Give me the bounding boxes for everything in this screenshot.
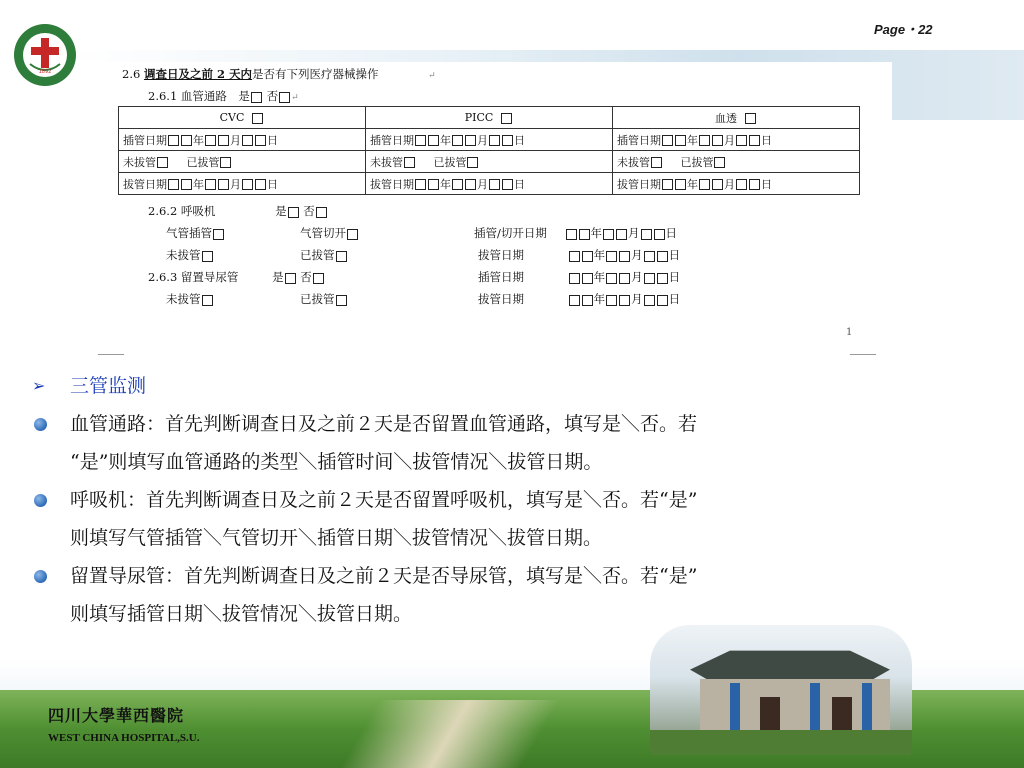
checkbox-cvc[interactable] bbox=[252, 113, 263, 124]
col-dialysis: 血透 bbox=[613, 107, 860, 129]
list-item-line: “是”则填写血管通路的类型＼插管时间＼拔管情况＼拔管日期。 bbox=[70, 451, 603, 473]
catheter-row: 未拔管 bbox=[166, 291, 214, 307]
arrow-bullet-icon: ➢ bbox=[32, 376, 46, 395]
catheter-row-b: 已拔管 bbox=[300, 291, 348, 307]
ventilator-row-1b: 气管切开 bbox=[300, 225, 359, 241]
col-cvc: CVC bbox=[119, 107, 366, 129]
cell-remove-date: 拔管日期 年 月 日 bbox=[366, 173, 613, 195]
gate-roof bbox=[690, 643, 890, 681]
checkbox-dialysis[interactable] bbox=[745, 113, 756, 124]
corner-mark bbox=[98, 348, 124, 355]
logo-cross-h bbox=[31, 47, 59, 55]
brand-en: WEST CHINA HOSPITAL,S.U. bbox=[48, 732, 200, 744]
checkbox-yes[interactable] bbox=[288, 207, 299, 218]
title-rest: 是否有下列医疗器械操作 bbox=[251, 67, 379, 81]
yes-label: 是 bbox=[275, 204, 287, 218]
ventilator-row-2b: 已拔管 bbox=[300, 247, 348, 263]
col-picc: PICC bbox=[366, 107, 613, 129]
para-mark: ↵ bbox=[428, 71, 436, 81]
hospital-logo bbox=[12, 18, 78, 100]
ventilator-row-2: 未拔管 bbox=[166, 247, 214, 263]
checkbox-yes[interactable] bbox=[251, 92, 262, 103]
table-header-row bbox=[119, 107, 860, 129]
cell-insert-date: 插管日期 年 月 日 bbox=[613, 129, 860, 151]
heading-text: 三管监测 bbox=[70, 375, 147, 397]
list-item bbox=[32, 405, 952, 481]
logo-shadow bbox=[17, 88, 73, 98]
intubation-date: 插管/切开日期 年 月 日 bbox=[474, 226, 678, 240]
cell-removal-status: 未拔管 已拔管 bbox=[613, 151, 860, 173]
cell-removal-status: 未拔管 已拔管 bbox=[119, 151, 366, 173]
hospital-brand bbox=[48, 703, 200, 744]
cell-insert-date: 插管日期 年 月 日 bbox=[366, 129, 613, 151]
list-item-line: 呼吸机：首先判断调查日及之前２天是否留置呼吸机，填写是＼否。若“是” bbox=[70, 489, 698, 511]
section-vascular bbox=[148, 88, 299, 104]
cell-remove-date: 拔管日期 年 月 日 bbox=[119, 173, 366, 195]
list-item-line: 则填写插管日期＼拔管情况＼拔管日期。 bbox=[70, 603, 413, 625]
title-bold: 调查日及之前 2 天内 bbox=[143, 67, 252, 81]
vascular-table bbox=[118, 106, 860, 195]
table-row bbox=[119, 151, 860, 173]
no-label: 否 bbox=[266, 89, 279, 103]
brand-cn: 四川大學華西醫院 bbox=[48, 706, 185, 725]
checkbox-picc[interactable] bbox=[501, 113, 512, 124]
round-bullet-icon bbox=[34, 494, 47, 507]
round-bullet-icon bbox=[34, 418, 47, 431]
form-title bbox=[122, 66, 436, 82]
cell-removal-status: 未拔管 已拔管 bbox=[366, 151, 613, 173]
cell-insert-date: 插管日期 年 月 日 bbox=[119, 129, 366, 151]
bullet-list bbox=[32, 367, 952, 633]
list-item bbox=[32, 481, 952, 557]
ventilator-remove-date: 拔管日期 年 月 日 bbox=[478, 248, 681, 262]
table-row bbox=[119, 173, 860, 195]
table-row bbox=[119, 129, 860, 151]
hospital-gate-photo bbox=[650, 625, 912, 755]
section-ventilator bbox=[148, 203, 328, 219]
list-item bbox=[32, 557, 952, 633]
section-heading bbox=[32, 367, 952, 405]
checkbox-no[interactable] bbox=[316, 207, 327, 218]
para-mark: ↵ bbox=[291, 93, 299, 103]
sec1-label: 2.6.1 血管通路 是 bbox=[148, 89, 250, 103]
no-label: 否 bbox=[303, 204, 315, 218]
catheter-insert-date: 插管日期 年 月 日 bbox=[478, 270, 681, 284]
list-item-line: 则填写气管插管＼气管切开＼插管日期＼拔管情况＼拔管日期。 bbox=[70, 527, 603, 549]
doc-page-number: 1 bbox=[846, 327, 853, 338]
title-prefix: 2.6 bbox=[122, 67, 144, 81]
ventilator-row-1: 气管插管 bbox=[166, 225, 225, 241]
list-item-line: 血管通路：首先判断调查日及之前２天是否留置血管通路，填写是＼否。若 bbox=[70, 413, 698, 435]
round-bullet-icon bbox=[34, 570, 47, 583]
gate-lawn bbox=[650, 730, 912, 755]
sec2-label: 2.6.2 呼吸机 bbox=[148, 204, 216, 218]
logo-year: 1892 bbox=[38, 69, 52, 75]
form-document bbox=[78, 62, 892, 352]
corner-mark bbox=[850, 348, 876, 355]
section-catheter: 2.6.3 留置导尿管 是 否 bbox=[148, 269, 325, 285]
list-item-line: 留置导尿管：首先判断调查日及之前２天是否导尿管，填写是＼否。若“是” bbox=[70, 565, 698, 587]
catheter-remove-date: 拔管日期 年 月 日 bbox=[478, 292, 681, 306]
cell-remove-date: 拔管日期 年 月 日 bbox=[613, 173, 860, 195]
page-number: Page・22 bbox=[874, 22, 933, 37]
checkbox-no[interactable] bbox=[279, 92, 290, 103]
